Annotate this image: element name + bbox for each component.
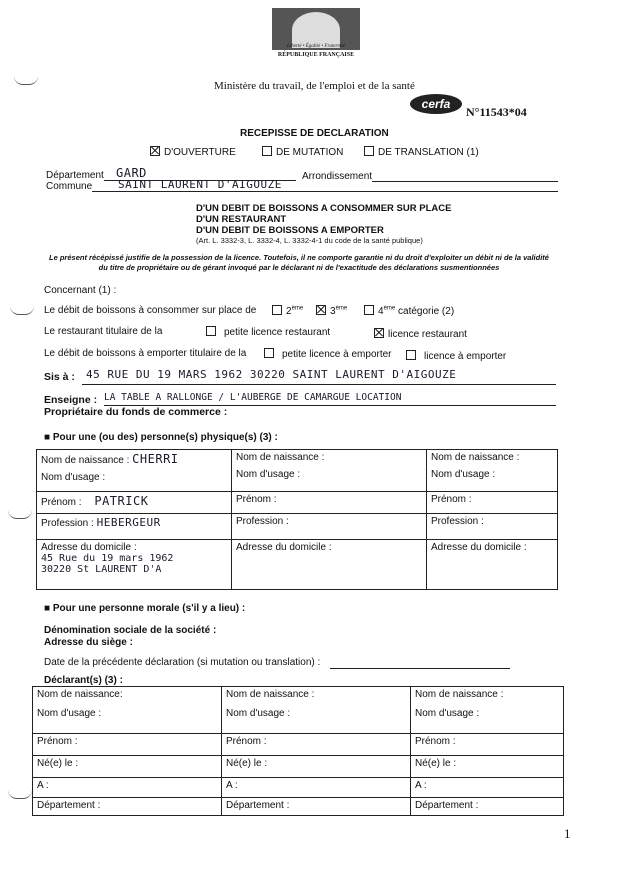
declarant1-departement-cell[interactable]: Département : [33, 798, 222, 816]
cerfa-logo: cerfa [410, 94, 462, 114]
declarant2-prenom-cell[interactable]: Prénom : [222, 734, 411, 756]
arrondissement-label: Arrondissement [302, 171, 373, 182]
declarant2-a-cell[interactable]: A : [222, 778, 411, 798]
declarant3-ne-le-cell[interactable]: Né(e) le : [411, 756, 564, 778]
restaurant-label: Le restaurant titulaire de la [44, 326, 163, 337]
person1-prenom-cell[interactable]: Prénom : PATRICK [37, 492, 232, 514]
commune-label: Commune [46, 181, 93, 192]
departement-value[interactable]: GARD [116, 166, 147, 180]
person3-nom-cell[interactable]: Nom de naissance : Nom d'usage : [427, 450, 558, 492]
petite-licence-restaurant-option[interactable]: petite licence restaurant [206, 326, 330, 338]
declarant1-a-cell[interactable]: A : [33, 778, 222, 798]
person3-prenom-cell[interactable]: Prénom : [427, 492, 558, 514]
denomination-label: Dénomination sociale de la société : [44, 625, 217, 636]
form-number: N°11543*04 [466, 105, 527, 119]
person2-prenom-cell[interactable]: Prénom : [232, 492, 427, 514]
declarant3-departement-cell[interactable]: Département : [411, 798, 564, 816]
person3-adresse-cell[interactable]: Adresse du domicile : [427, 540, 558, 590]
checkbox-icon[interactable] [262, 146, 272, 156]
person1-adresse-line1: 45 Rue du 19 mars 1962 [41, 553, 174, 564]
debit-place-label: Le débit de boissons à consommer sur place de [44, 305, 257, 316]
checkbox-icon[interactable] [272, 305, 282, 315]
punch-mark [14, 76, 38, 85]
subject-block: D'UN DEBIT DE BOISSONS A CONSOMMER SUR PLACE D'UN RESTAURANT D'UN DEBIT DE BOISSONS A EMPORTER [196, 203, 452, 236]
enseigne-value[interactable]: LA TABLE A RALLONGE / L'AUBERGE DE CAMARGUE LOCATION [104, 392, 402, 403]
punch-mark [8, 510, 32, 519]
declarant3-nom-cell[interactable]: Nom de naissance : Nom d'usage : [411, 687, 564, 734]
declarant3-prenom-cell[interactable]: Prénom : [411, 734, 564, 756]
person1-prenom-value: PATRICK [94, 494, 149, 508]
checkbox-checked-icon[interactable] [374, 328, 384, 338]
date-precedente-label: Date de la précédente déclaration (si mutation ou translation) : [44, 657, 321, 668]
person1-adresse-cell[interactable]: Adresse du domicile : 45 Rue du 19 mars 1962 30220 St LAURENT D'A [37, 540, 232, 590]
siege-label: Adresse du siège : [44, 637, 133, 648]
person2-nom-cell[interactable]: Nom de naissance : Nom d'usage : [232, 450, 427, 492]
person1-nom-value: CHERRI [132, 452, 179, 466]
proprietaire-label: Propriétaire du fonds de commerce : [44, 406, 228, 418]
person3-profession-cell[interactable]: Profession : [427, 514, 558, 540]
punch-mark [10, 306, 34, 315]
form-title: RECEPISSE DE DECLARATION [240, 128, 389, 139]
checkbox-icon[interactable] [406, 350, 416, 360]
personnes-physiques-heading: ■ Pour une (ou des) personne(s) physique(s) (3) : [44, 432, 278, 443]
declarants-table [32, 686, 564, 816]
sis-value[interactable]: 45 RUE DU 19 MARS 1962 30220 SAINT LAURENT D'AIGOUZE [86, 368, 457, 381]
licence-emporter-option[interactable]: licence à emporter [406, 350, 506, 362]
page-number: 1 [564, 826, 571, 841]
checkbox-checked-icon[interactable] [150, 146, 160, 156]
arrondissement-line [372, 181, 558, 182]
option-ouverture[interactable]: D'OUVERTURE [150, 146, 236, 158]
concernant-label: Concernant (1) : [44, 285, 117, 296]
person1-profession-value: HEBERGEUR [96, 516, 161, 529]
petite-licence-emporter-option[interactable]: petite licence à emporter [264, 348, 392, 360]
person2-adresse-cell[interactable]: Adresse du domicile : [232, 540, 427, 590]
legal-reference: (Art. L. 3332-3, L. 3332-4, L. 3332-4-1 du code de la santé publique) [196, 236, 423, 245]
declarant3-a-cell[interactable]: A : [411, 778, 564, 798]
licence-restaurant-option[interactable]: licence restaurant [374, 328, 467, 340]
commune-value[interactable]: SAINT LAURENT D'AIGOUZE [118, 178, 282, 191]
enseigne-label: Enseigne : [44, 394, 98, 406]
emporter-label: Le débit de boissons à emporter titulaire de la [44, 348, 247, 359]
option-translation[interactable]: DE TRANSLATION (1) [364, 146, 479, 158]
cat4-option[interactable]: 4ème catégorie (2) [364, 305, 454, 317]
checkbox-checked-icon[interactable] [316, 305, 326, 315]
declarants-heading: Déclarant(s) (3) : [44, 675, 123, 686]
personne-morale-heading: ■ Pour une personne morale (s'il y a lieu) : [44, 603, 246, 614]
declarant1-nom-cell[interactable]: Nom de naissance: Nom d'usage : [33, 687, 222, 734]
republic-motto: Liberté • Égalité • Fraternité [287, 44, 345, 49]
declarant1-prenom-cell[interactable]: Prénom : [33, 734, 222, 756]
date-precedente-line[interactable] [330, 668, 510, 669]
declarant2-departement-cell[interactable]: Département : [222, 798, 411, 816]
sis-label: Sis à : [44, 371, 75, 383]
person1-adresse-line2: 30220 St LAURENT D'A [41, 564, 162, 575]
person1-profession-cell[interactable]: Profession : HEBERGEUR [37, 514, 232, 540]
checkbox-icon[interactable] [364, 146, 374, 156]
checkbox-icon[interactable] [364, 305, 374, 315]
departement-label: Département [46, 170, 104, 181]
punch-mark [8, 790, 32, 799]
disclaimer: Le présent récépissé justifie de la possession de la licence. Toutefois, il ne comporte garantie ni du droit d'exploiter un débit ni de la validité du titre de propriétaire ou de gérant invoqué par le déclarant ni de l'exactitude des déclarations susmentionnées [49, 253, 549, 272]
commune-line [92, 191, 558, 192]
personnes-physiques-table [36, 449, 558, 590]
checkbox-icon[interactable] [206, 326, 216, 336]
person1-nom-cell[interactable]: Nom de naissance : CHERRI Nom d'usage : [37, 450, 232, 492]
republic-name: RÉPUBLIQUE FRANÇAISE [277, 52, 355, 58]
option-mutation[interactable]: DE MUTATION [262, 146, 343, 158]
cat2-option[interactable]: 2ème [272, 305, 303, 317]
declarant2-nom-cell[interactable]: Nom de naissance : Nom d'usage : [222, 687, 411, 734]
sis-line [82, 384, 556, 385]
person2-profession-cell[interactable]: Profession : [232, 514, 427, 540]
declarant1-ne-le-cell[interactable]: Né(e) le : [33, 756, 222, 778]
declarant2-ne-le-cell[interactable]: Né(e) le : [222, 756, 411, 778]
checkbox-icon[interactable] [264, 348, 274, 358]
cat3-option[interactable]: 3ème [316, 305, 347, 317]
ministry-name: Ministère du travail, de l'emploi et de la santé [214, 80, 415, 92]
